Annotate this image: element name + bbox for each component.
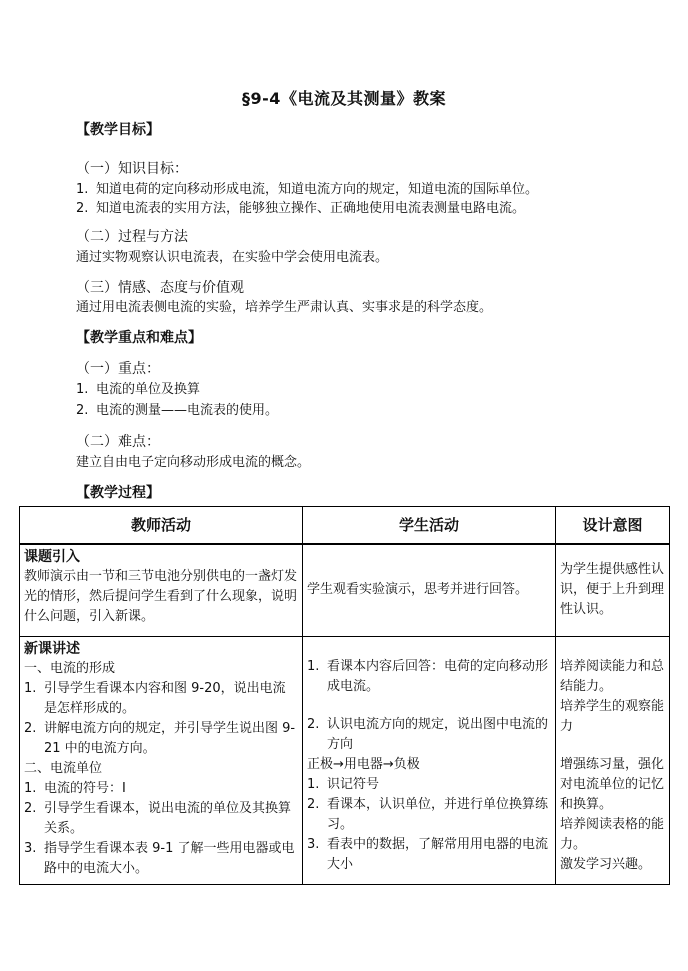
lecture-teacher-cell	[20, 636, 303, 884]
item-number: 2.	[24, 720, 37, 736]
item-number: 3.	[307, 836, 320, 852]
item-number: 1.	[307, 658, 320, 674]
header-teacher: 教师活动	[20, 507, 303, 545]
intent-text: 培养学生的观察能力	[560, 698, 665, 734]
item-number: 1.	[76, 382, 89, 397]
intent-text: 激发学习兴趣。	[560, 856, 652, 872]
current-path-text: 正极→用电器→负极	[307, 756, 420, 772]
item-number: 1.	[24, 780, 37, 796]
item-text: 知道电荷的定向移动形成电流，知道电流方向的规定，知道电流的国际单位。	[96, 182, 539, 197]
list-item	[24, 679, 298, 719]
focus-item	[76, 381, 200, 399]
process-text: 通过实物观察认识电流表，在实验中学会使用电流表。	[76, 250, 389, 265]
intro-teacher-text: 教师演示由一节和三节电池分别供电的一盏灯发光的情形，然后提问学生看到了什么现象，说明什么问题，引入新课。	[24, 569, 298, 624]
header-student: 学生活动	[303, 507, 556, 545]
list-item	[307, 795, 551, 835]
item-number: 1.	[76, 182, 89, 197]
intent-text: 培养阅读表格的能力。	[560, 816, 665, 852]
item-number: 2.	[76, 201, 89, 216]
item-text: 引导学生看课本内容和图 9-20，说出电流是怎样形成的。	[44, 680, 286, 716]
attitude-heading: （三）情感、态度与价值观	[76, 280, 244, 296]
item-number: 2.	[76, 403, 89, 418]
table-row-lecture	[20, 636, 670, 884]
intent-text: 增强练习量，强化对电流单位的记忆和换算。	[560, 756, 665, 812]
lecture-part1: 一、电流的形成	[24, 660, 116, 676]
process-heading: （二）过程与方法	[76, 229, 188, 245]
item-text: 看课本，认识单位，并进行单位换算练习。	[327, 796, 549, 832]
item-text: 识记符号	[327, 776, 380, 792]
intro-student-text: 学生观看实验演示，思考并进行回答。	[307, 582, 529, 598]
item-text: 讲解电流方向的规定，并引导学生说出图 9-21 中的电流方向。	[44, 720, 296, 756]
intro-student-cell	[303, 544, 556, 636]
item-number: 3.	[24, 840, 37, 856]
item-text: 看表中的数据，了解常用用电器的电流大小	[327, 836, 549, 872]
difficulty-heading: （二）难点：	[76, 434, 160, 450]
item-text: 认识电流方向的规定，说出图中电流的方向	[327, 716, 549, 752]
list-item	[307, 835, 551, 875]
intent-text: 培养阅读能力和总结能力。	[560, 658, 665, 694]
focus-item	[76, 402, 278, 420]
lecture-intent-cell	[556, 636, 670, 884]
process-section-heading: 【教学过程】	[76, 485, 160, 501]
item-text: 指导学生看课本表 9-1 了解一些用电器或电路中的电流大小。	[44, 840, 295, 876]
item-number: 2.	[307, 716, 320, 732]
item-text: 电流的测量——电流表的使用。	[96, 403, 279, 418]
lecture-part2: 二、电流单位	[24, 760, 103, 776]
item-text: 引导学生看课本，说出电流的单位及其换算关系。	[44, 800, 292, 836]
table-row-intro	[20, 544, 670, 636]
lecture-title: 新课讲述	[24, 640, 80, 657]
focus-heading: （一）重点：	[76, 361, 160, 377]
item-number: 2.	[307, 796, 320, 812]
list-item	[307, 775, 551, 795]
knowledge-item	[76, 200, 525, 218]
teaching-process-table	[19, 506, 670, 885]
list-item	[24, 719, 298, 759]
difficulty-text: 建立自由电子定向移动形成电流的概念。	[76, 455, 311, 470]
list-item	[24, 779, 298, 799]
header-intent: 设计意图	[556, 507, 670, 545]
list-item	[24, 799, 298, 839]
intro-intent-text: 为学生提供感性认识，便于上升到理性认识。	[560, 562, 665, 618]
list-item	[307, 715, 551, 755]
goals-heading: 【教学目标】	[76, 122, 160, 138]
list-item	[24, 839, 298, 879]
intro-intent-cell	[556, 544, 670, 636]
knowledge-heading: （一）知识目标：	[76, 161, 188, 177]
item-number: 1.	[24, 680, 37, 696]
keypoints-heading: 【教学重点和难点】	[76, 330, 202, 346]
table-header-row	[20, 507, 670, 545]
attitude-text: 通过用电流表侧电流的实验，培养学生严肃认真、实事求是的科学态度。	[76, 300, 493, 315]
item-text: 电流的单位及换算	[96, 382, 201, 397]
intro-title: 课题引入	[24, 549, 80, 565]
page-title: §9-4《电流及其测量》教案	[242, 89, 446, 108]
lecture-student-cell	[303, 636, 556, 884]
item-number: 1.	[307, 776, 320, 792]
intro-teacher-cell	[20, 544, 303, 636]
item-number: 2.	[24, 800, 37, 816]
item-text: 看课本内容后回答：电荷的定向移动形成电流。	[327, 658, 549, 694]
item-text: 电流的符号：I	[44, 780, 126, 796]
knowledge-item	[76, 181, 538, 199]
item-text: 知道电流表的实用方法，能够独立操作、正确地使用电流表测量电路电流。	[96, 201, 526, 216]
list-item	[307, 657, 551, 697]
